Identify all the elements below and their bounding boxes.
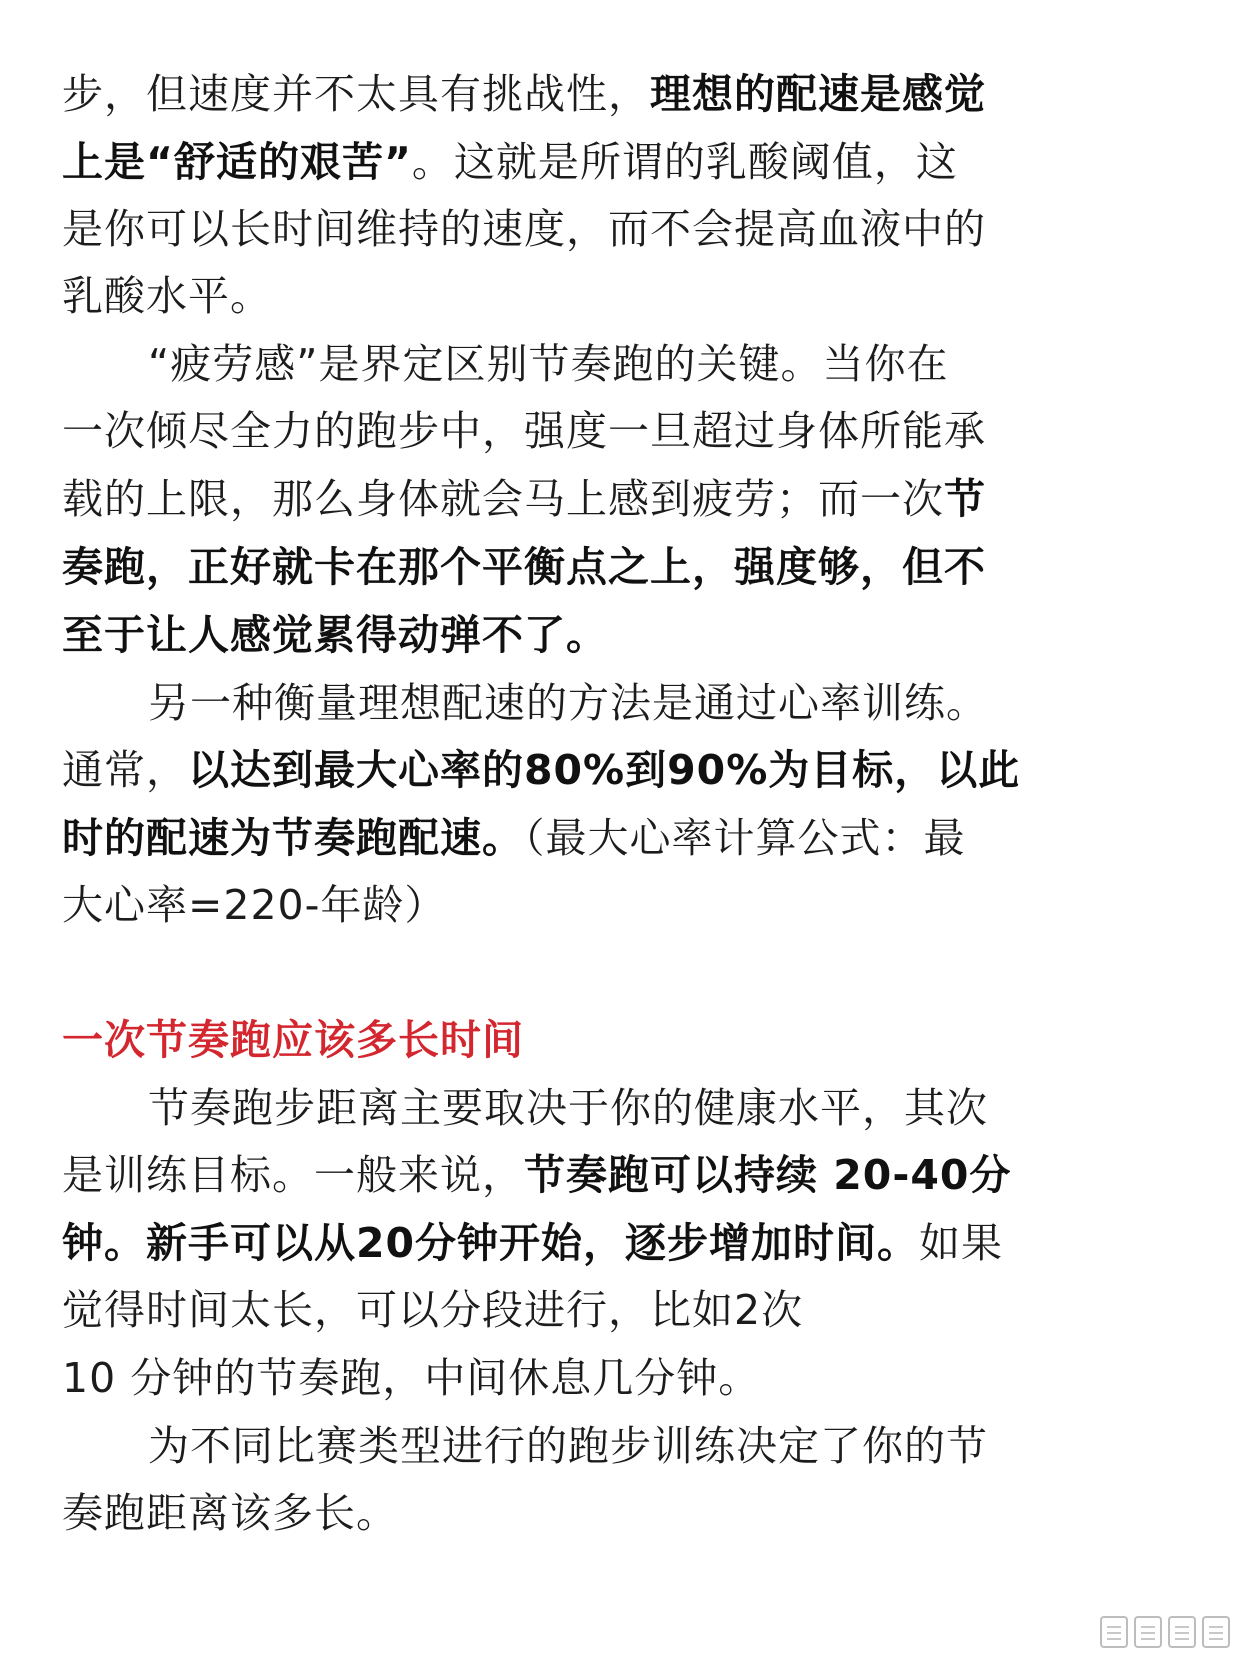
p3-line-3-bold: 时的配速为节奏跑配速。 [62, 814, 524, 862]
p4-line-1: 节奏跑步距离主要取决于你的健康水平，其次 [148, 1084, 988, 1132]
p3-line-2-text: 通常， [62, 746, 188, 794]
p4-line-3-bold: 钟。新手可以从20分钟开始，逐步增加时间。 [62, 1219, 920, 1267]
p2-line-3-bold: 节 [944, 475, 986, 523]
watermark [1100, 1616, 1230, 1648]
watermark-glyph-icon [1100, 1616, 1128, 1648]
p1-line-2 [62, 134, 958, 190]
p1-line-1-text: 步，但速度并不太具有挑战性， [62, 70, 650, 118]
p4-line-4: 觉得时间太长，可以分段进行，比如2次 [62, 1286, 804, 1334]
p3-line-4: 大心率=220-年龄） [62, 881, 447, 929]
watermark-glyph-icon [1168, 1616, 1196, 1648]
p4-line-3 [62, 1215, 1003, 1271]
watermark-glyph-icon [1134, 1616, 1162, 1648]
section-heading: 一次节奏跑应该多长时间 [62, 1016, 524, 1064]
p3-line-3-text: （最大心率计算公式：最 [524, 814, 966, 862]
p4-line-2-text: 是训练目标。一般来说， [62, 1151, 524, 1199]
watermark-glyph-icon [1202, 1616, 1230, 1648]
p1-line-2-text: 。这就是所谓的乳酸阈值，这 [411, 138, 958, 186]
p2-line-3-text: 载的上限，那么身体就会马上感到疲劳；而一次 [62, 475, 944, 523]
p3-line-3 [62, 810, 966, 866]
p2-line-3 [62, 471, 986, 527]
p2-line-1: “疲劳感”是界定区别节奏跑的关键。当你在 [148, 340, 949, 388]
p5-line-1: 为不同比赛类型进行的跑步训练决定了你的节 [148, 1422, 988, 1470]
p4-line-2-bold: 节奏跑可以持续 20-40分 [524, 1151, 1012, 1199]
p4-line-3-text: 如果 [919, 1219, 1004, 1267]
p5-line-2: 奏跑距离该多长。 [62, 1489, 398, 1537]
p1-line-2-bold: 上是“舒适的艰苦” [62, 138, 412, 186]
p1-line-1-bold: 理想的配速是感觉 [650, 70, 986, 118]
p4-line-5: 10 分钟的节奏跑，中间休息几分钟。 [62, 1354, 761, 1402]
p2-line-4: 奏跑，正好就卡在那个平衡点之上，强度够，但不 [62, 543, 986, 591]
p1-line-3: 是你可以长时间维持的速度，而不会提高血液中的 [62, 205, 986, 253]
p4-line-2 [62, 1147, 1011, 1203]
p3-line-2-bold: 以达到最大心率的80%到90%为目标，以此 [188, 746, 1021, 794]
p2-line-5: 至于让人感觉累得动弹不了。 [62, 611, 608, 659]
p2-line-2: 一次倾尽全力的跑步中，强度一旦超过身体所能承 [62, 407, 986, 455]
p1-line-4: 乳酸水平。 [62, 272, 272, 320]
p3-line-2 [62, 742, 1020, 798]
p3-line-1: 另一种衡量理想配速的方法是通过心率训练。 [148, 679, 988, 727]
p1-line-1 [62, 66, 986, 122]
